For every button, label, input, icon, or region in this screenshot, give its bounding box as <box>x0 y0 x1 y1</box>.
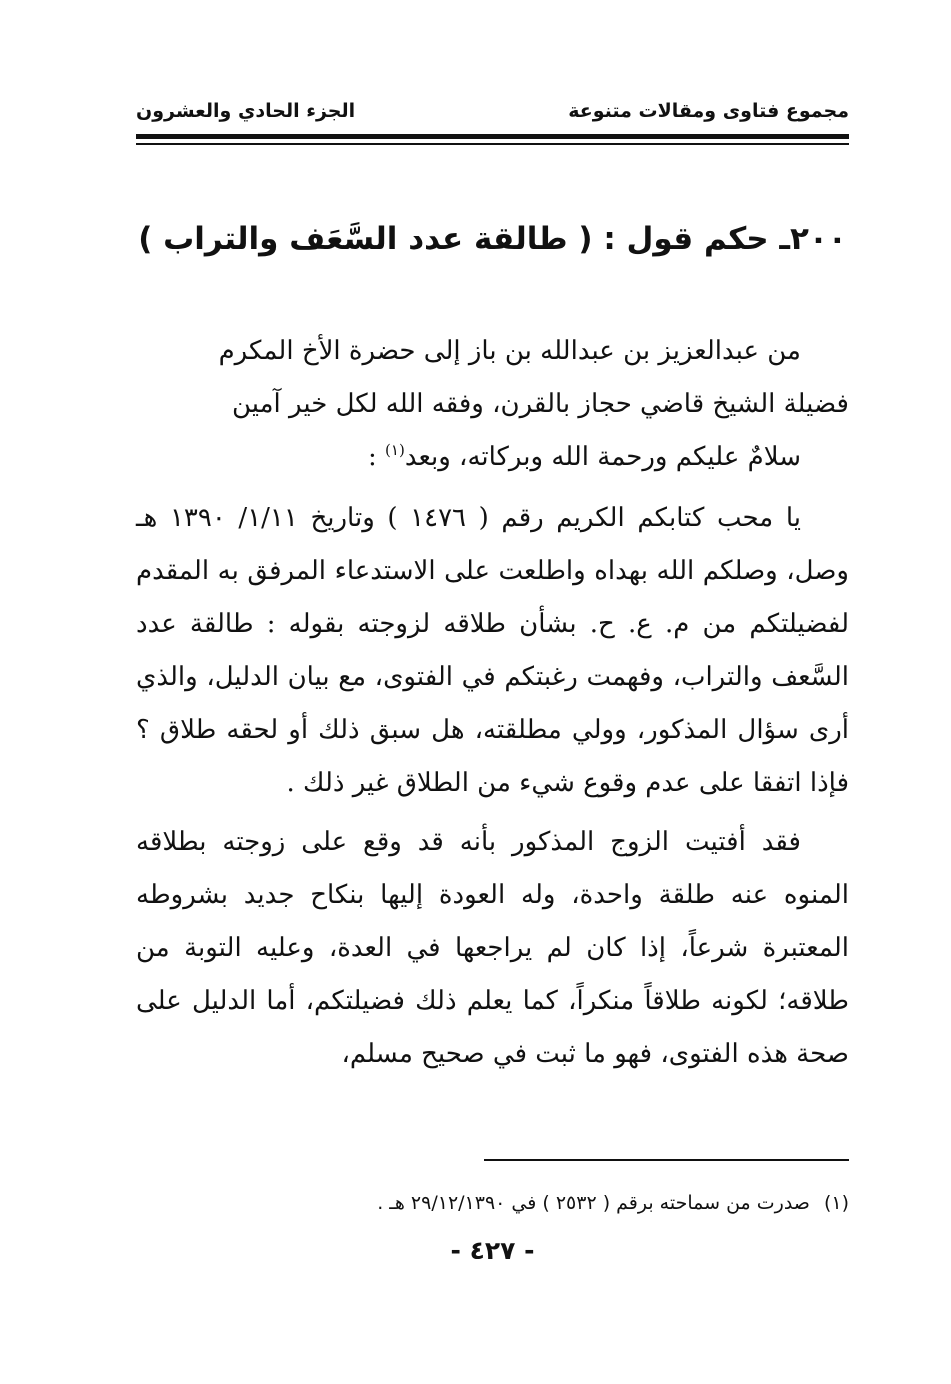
footnote-ref: (١) <box>385 441 405 459</box>
section-title: ٢٠٠ـ حكم قول : ( طالقة عدد السَّعَف والتراب ) <box>138 221 847 257</box>
greeting-line <box>136 431 849 484</box>
paragraph-1: يا محب كتابكم الكريم رقم ( ١٤٧٦ ) وتاريخ ١/١١/ ١٣٩٠ هـ وصل، وصلكم الله بهداه واطلعت على الاستدعاء المرفق به المقدم لفضيلتكم من م. ع. ح. بشأن طلاقه لزوجته بقوله : طالقة عدد السَّعف والتراب، وفهمت رغبتكم في الفتوى، مع بيان الدليل، والذي أرى سؤال المذكور، وولي مطلقته، هل سبق ذلك أو لحقه طلاق ؟ فإذا اتفقا على عدم وقوع شيء من الطلاق غير ذلك . <box>136 503 849 798</box>
addressee-line-1: من عبدالعزيز بن عبدالله بن باز إلى حضرة الأخ المكرم <box>218 336 801 366</box>
footnote <box>136 1188 849 1218</box>
footnote-text: صدرت من سماحته برقم ( ٢٥٣٢ ) في ٢٩/١٢/١٣٩٠ هـ . <box>377 1192 810 1214</box>
paragraph-2: فقد أفتيت الزوج المذكور بأنه قد وقع على زوجته بطلاقه المنوه عنه طلقة واحدة، وله العودة إليها بنكاح جديد بشروطه المعتبرة شرعاً، إذا كان لم يراجعها في العدة، وعليه التوبة من طلاقه؛ لكونه طلاقاً منكراً، كما يعلم ذلك فضيلتكم، أما الدليل على صحة هذه الفتوى، فهو ما ثبت في صحيح مسلم، <box>136 827 849 1069</box>
body-text <box>136 325 849 1081</box>
page-number: - ٤٢٧ - <box>450 1236 535 1265</box>
running-header <box>136 96 849 130</box>
footnote-separator <box>484 1159 849 1161</box>
addressee-line-2: فضيلة الشيخ قاضي حجاز بالقرن، وفقه الله لكل خير آمين <box>231 389 849 419</box>
header-rule-thin <box>136 143 849 145</box>
greeting-text: سلامٌ عليكم ورحمة الله وبركاته، وبعد <box>404 442 801 472</box>
greeting-end: : <box>368 442 386 472</box>
footnote-marker: (١) <box>823 1192 849 1214</box>
header-rule-thick <box>136 134 849 139</box>
volume-label: الجزء الحادي والعشرون <box>136 100 356 122</box>
book-title: مجموع فتاوى ومقالات متنوعة <box>568 100 849 122</box>
